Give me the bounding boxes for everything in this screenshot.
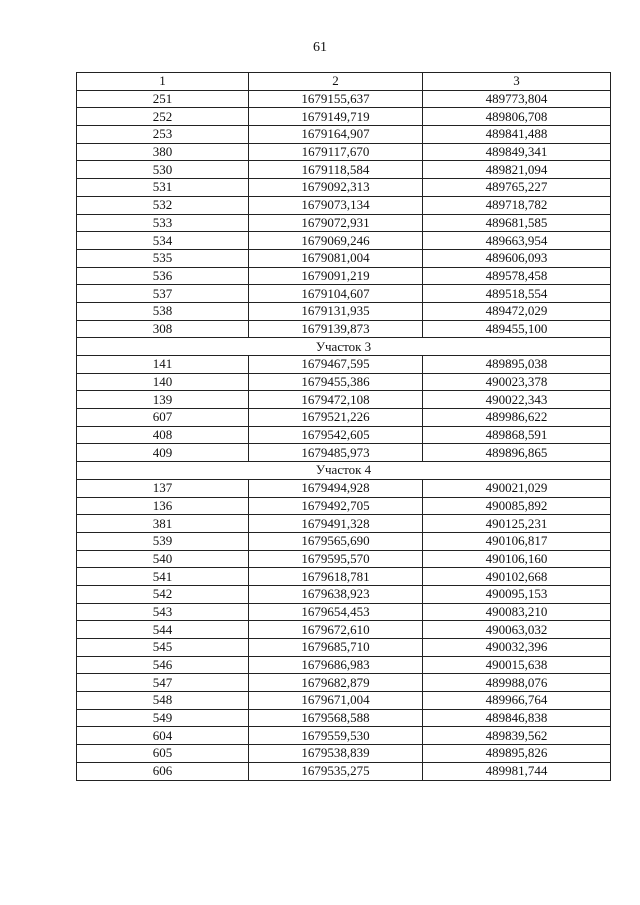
y-coordinate-cell: 490021,029 (423, 479, 611, 497)
table-row (77, 126, 611, 144)
point-number-cell: 251 (77, 90, 249, 108)
point-number-cell: 537 (77, 285, 249, 303)
y-coordinate-cell: 490063,032 (423, 621, 611, 639)
section-header-row (77, 462, 611, 480)
point-number-cell: 544 (77, 621, 249, 639)
point-number-cell: 536 (77, 267, 249, 285)
table-row (77, 674, 611, 692)
point-number-cell: 546 (77, 656, 249, 674)
point-number-cell: 531 (77, 179, 249, 197)
section-title: Участок 3 (77, 338, 611, 356)
y-coordinate-cell: 489663,954 (423, 232, 611, 250)
y-coordinate-cell: 490022,343 (423, 391, 611, 409)
point-number-cell: 548 (77, 692, 249, 710)
table-row (77, 285, 611, 303)
table-row (77, 320, 611, 338)
table-row (77, 727, 611, 745)
point-number-cell: 308 (77, 320, 249, 338)
y-coordinate-cell: 489578,458 (423, 267, 611, 285)
point-number-cell: 535 (77, 249, 249, 267)
table-row (77, 479, 611, 497)
table-row (77, 267, 611, 285)
y-coordinate-cell: 490083,210 (423, 603, 611, 621)
point-number-cell: 408 (77, 426, 249, 444)
x-coordinate-cell: 1679455,386 (249, 373, 423, 391)
x-coordinate-cell: 1679091,219 (249, 267, 423, 285)
table-row (77, 356, 611, 374)
x-coordinate-cell: 1679682,879 (249, 674, 423, 692)
table-row (77, 709, 611, 727)
x-coordinate-cell: 1679638,923 (249, 585, 423, 603)
point-number-cell: 605 (77, 745, 249, 763)
page-number: 61 (313, 40, 327, 55)
x-coordinate-cell: 1679538,839 (249, 745, 423, 763)
x-coordinate-cell: 1679104,607 (249, 285, 423, 303)
table-row (77, 745, 611, 763)
table-row (77, 108, 611, 126)
y-coordinate-cell: 489518,554 (423, 285, 611, 303)
x-coordinate-cell: 1679565,690 (249, 532, 423, 550)
table-row (77, 179, 611, 197)
y-coordinate-cell: 489765,227 (423, 179, 611, 197)
point-number-cell: 540 (77, 550, 249, 568)
y-coordinate-cell: 490095,153 (423, 585, 611, 603)
point-number-cell: 534 (77, 232, 249, 250)
x-coordinate-cell: 1679595,570 (249, 550, 423, 568)
point-number-cell: 532 (77, 196, 249, 214)
point-number-cell: 141 (77, 356, 249, 374)
x-coordinate-cell: 1679535,275 (249, 762, 423, 780)
x-coordinate-cell: 1679149,719 (249, 108, 423, 126)
point-number-cell: 380 (77, 143, 249, 161)
table-row (77, 249, 611, 267)
table-row (77, 409, 611, 427)
x-coordinate-cell: 1679686,983 (249, 656, 423, 674)
table-row (77, 639, 611, 657)
column-header: 1 (77, 73, 249, 91)
y-coordinate-cell: 489981,744 (423, 762, 611, 780)
x-coordinate-cell: 1679654,453 (249, 603, 423, 621)
column-header: 2 (249, 73, 423, 91)
table-row (77, 603, 611, 621)
x-coordinate-cell: 1679618,781 (249, 568, 423, 586)
y-coordinate-cell: 489966,764 (423, 692, 611, 710)
x-coordinate-cell: 1679069,246 (249, 232, 423, 250)
table-row (77, 532, 611, 550)
y-coordinate-cell: 489773,804 (423, 90, 611, 108)
y-coordinate-cell: 489472,029 (423, 302, 611, 320)
y-coordinate-cell: 489806,708 (423, 108, 611, 126)
table-row (77, 585, 611, 603)
point-number-cell: 136 (77, 497, 249, 515)
table-row (77, 90, 611, 108)
y-coordinate-cell: 490102,668 (423, 568, 611, 586)
x-coordinate-cell: 1679685,710 (249, 639, 423, 657)
table-row (77, 232, 611, 250)
x-coordinate-cell: 1679485,973 (249, 444, 423, 462)
point-number-cell: 541 (77, 568, 249, 586)
x-coordinate-cell: 1679672,610 (249, 621, 423, 639)
y-coordinate-cell: 490032,396 (423, 639, 611, 657)
x-coordinate-cell: 1679542,605 (249, 426, 423, 444)
x-coordinate-cell: 1679081,004 (249, 249, 423, 267)
point-number-cell: 139 (77, 391, 249, 409)
section-header-row (77, 338, 611, 356)
point-number-cell: 549 (77, 709, 249, 727)
point-number-cell: 607 (77, 409, 249, 427)
point-number-cell: 542 (77, 585, 249, 603)
table-row (77, 143, 611, 161)
y-coordinate-cell: 489986,622 (423, 409, 611, 427)
table-row (77, 568, 611, 586)
point-number-cell: 409 (77, 444, 249, 462)
y-coordinate-cell: 489681,585 (423, 214, 611, 232)
y-coordinate-cell: 490023,378 (423, 373, 611, 391)
x-coordinate-cell: 1679073,134 (249, 196, 423, 214)
table-row (77, 497, 611, 515)
x-coordinate-cell: 1679467,595 (249, 356, 423, 374)
table-row (77, 515, 611, 533)
point-number-cell: 140 (77, 373, 249, 391)
table-body (77, 90, 611, 780)
table-header-row (77, 73, 611, 91)
table-row (77, 373, 611, 391)
table-row (77, 444, 611, 462)
y-coordinate-cell: 489868,591 (423, 426, 611, 444)
x-coordinate-cell: 1679492,705 (249, 497, 423, 515)
y-coordinate-cell: 489841,488 (423, 126, 611, 144)
column-header: 3 (423, 73, 611, 91)
x-coordinate-cell: 1679521,226 (249, 409, 423, 427)
x-coordinate-cell: 1679559,530 (249, 727, 423, 745)
y-coordinate-cell: 489839,562 (423, 727, 611, 745)
point-number-cell: 538 (77, 302, 249, 320)
table-row (77, 196, 611, 214)
y-coordinate-cell: 489895,038 (423, 356, 611, 374)
point-number-cell: 137 (77, 479, 249, 497)
x-coordinate-cell: 1679155,637 (249, 90, 423, 108)
x-coordinate-cell: 1679072,931 (249, 214, 423, 232)
x-coordinate-cell: 1679472,108 (249, 391, 423, 409)
table-row (77, 656, 611, 674)
point-number-cell: 545 (77, 639, 249, 657)
point-number-cell: 530 (77, 161, 249, 179)
x-coordinate-cell: 1679131,935 (249, 302, 423, 320)
coordinates-table (76, 72, 611, 781)
y-coordinate-cell: 489455,100 (423, 320, 611, 338)
y-coordinate-cell: 489821,094 (423, 161, 611, 179)
y-coordinate-cell: 489718,782 (423, 196, 611, 214)
table-row (77, 692, 611, 710)
x-coordinate-cell: 1679494,928 (249, 479, 423, 497)
x-coordinate-cell: 1679139,873 (249, 320, 423, 338)
point-number-cell: 253 (77, 126, 249, 144)
y-coordinate-cell: 490085,892 (423, 497, 611, 515)
x-coordinate-cell: 1679491,328 (249, 515, 423, 533)
point-number-cell: 533 (77, 214, 249, 232)
table-row (77, 161, 611, 179)
y-coordinate-cell: 490125,231 (423, 515, 611, 533)
point-number-cell: 606 (77, 762, 249, 780)
point-number-cell: 543 (77, 603, 249, 621)
table-row (77, 550, 611, 568)
y-coordinate-cell: 489846,838 (423, 709, 611, 727)
point-number-cell: 252 (77, 108, 249, 126)
y-coordinate-cell: 489849,341 (423, 143, 611, 161)
y-coordinate-cell: 489896,865 (423, 444, 611, 462)
y-coordinate-cell: 489988,076 (423, 674, 611, 692)
point-number-cell: 604 (77, 727, 249, 745)
x-coordinate-cell: 1679568,588 (249, 709, 423, 727)
section-title: Участок 4 (77, 462, 611, 480)
table-row (77, 391, 611, 409)
x-coordinate-cell: 1679118,584 (249, 161, 423, 179)
y-coordinate-cell: 490015,638 (423, 656, 611, 674)
y-coordinate-cell: 489895,826 (423, 745, 611, 763)
point-number-cell: 381 (77, 515, 249, 533)
point-number-cell: 539 (77, 532, 249, 550)
y-coordinate-cell: 490106,817 (423, 532, 611, 550)
x-coordinate-cell: 1679671,004 (249, 692, 423, 710)
point-number-cell: 547 (77, 674, 249, 692)
table-row (77, 214, 611, 232)
table-row (77, 762, 611, 780)
y-coordinate-cell: 490106,160 (423, 550, 611, 568)
x-coordinate-cell: 1679164,907 (249, 126, 423, 144)
table-row (77, 621, 611, 639)
table-row (77, 302, 611, 320)
table-row (77, 426, 611, 444)
y-coordinate-cell: 489606,093 (423, 249, 611, 267)
x-coordinate-cell: 1679092,313 (249, 179, 423, 197)
x-coordinate-cell: 1679117,670 (249, 143, 423, 161)
